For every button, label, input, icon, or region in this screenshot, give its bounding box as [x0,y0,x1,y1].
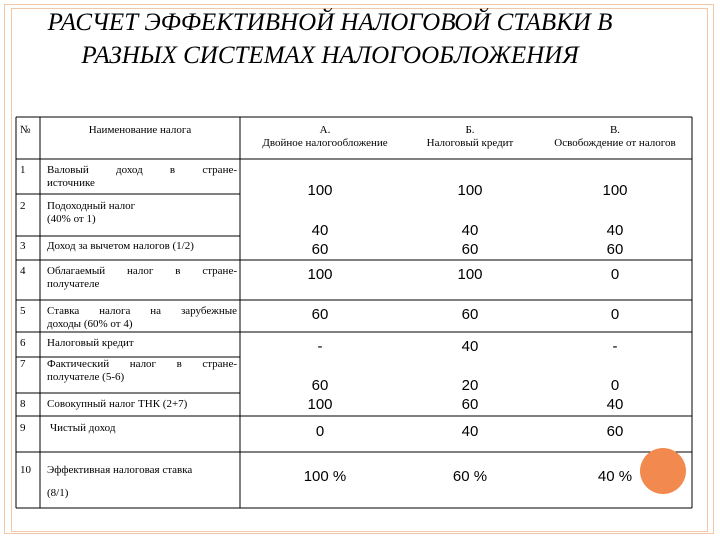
row-10-c: 40 % [597,468,633,485]
header-col-c [540,124,690,150]
row-7-num: 7 [20,358,26,370]
row-10-b: 60 % [452,468,488,485]
row-3-a: 60 [311,241,329,258]
row-8-b: 60 [461,396,479,413]
row-1-name-line1: Валовый доход в стране- [47,164,237,176]
row-5-b: 60 [461,306,479,323]
header-col-a-subtitle: Двойное налогообложение [262,137,388,149]
row-4-a: 100 [307,266,333,283]
header-col-c-title: В. [609,124,621,136]
row-10-num: 10 [20,464,31,476]
row-3-c: 60 [606,241,624,258]
row-1-name [47,164,237,190]
row-4-name-line2: получателе [47,278,100,290]
row-6-num: 6 [20,337,26,349]
row-5-num: 5 [20,305,26,317]
row-10-name-line1: Эффективная налоговая ставка [47,464,193,476]
row-5-c: 0 [610,306,620,323]
header-col-a-title: А. [319,124,331,136]
row-9-num: 9 [20,422,26,434]
row-2-b: 40 [461,222,479,239]
row-2-num: 2 [20,200,26,212]
header-col-b [405,124,535,150]
row-9-name: Чистый доход [50,422,116,434]
row-4-name [47,265,237,291]
decorative-orange-circle [640,448,686,494]
row-7-b: 20 [461,377,479,394]
row-6-a: - [317,338,323,355]
row-10-name-line2: (8/1) [47,487,69,499]
header-col-b-subtitle: Налоговый кредит [426,137,514,149]
row-2-name-line2: (40% от 1) [47,213,96,225]
row-2-name [47,200,237,226]
row-4-b: 100 [457,266,483,283]
row-9-c: 60 [606,423,624,440]
header-name: Наименование налога [88,124,192,136]
row-4-name-line1: Облагаемый налог в стране- [47,265,237,277]
row-9-a: 0 [315,423,325,440]
row-10-name [47,464,237,500]
row-1-c: 100 [602,182,628,199]
row-2-c: 40 [606,222,624,239]
row-2-a: 40 [311,222,329,239]
row-8-c: 40 [606,396,624,413]
row-7-name-line1: Фактический налог в стране- [47,358,237,370]
header-col-c-subtitle: Освобождение от налогов [554,137,676,149]
row-1-a: 100 [307,182,333,199]
row-3-b: 60 [461,241,479,258]
row-4-num: 4 [20,265,26,277]
row-7-name-line2: получателе (5-6) [47,371,125,383]
row-6-b: 40 [461,338,479,355]
row-10-a: 100 % [303,468,347,485]
row-1-num: 1 [20,164,26,176]
row-8-a: 100 [307,396,333,413]
row-7-c: 0 [610,377,620,394]
row-8-num: 8 [20,398,26,410]
row-5-name-line1: Ставка налога на зарубежные [47,305,237,317]
row-5-name-line2: доходы (60% от 4) [47,318,133,330]
row-1-name-line2: источнике [47,177,95,189]
header-col-b-title: Б. [465,124,475,136]
row-3-num: 3 [20,240,26,252]
row-6-name: Налоговый кредит [47,337,134,349]
row-7-name [47,358,237,384]
row-5-a: 60 [311,306,329,323]
row-8-name: Совокупный налог ТНК (2+7) [47,398,188,410]
row-3-name: Доход за вычетом налогов (1/2) [47,240,194,252]
row-5-name [47,305,237,331]
header-num: № [20,124,31,136]
row-2-name-line1: Подоходный налог [47,200,136,212]
row-1-b: 100 [457,182,483,199]
row-6-c: - [612,338,618,355]
row-9-b: 40 [461,423,479,440]
slide-title: РАСЧЕТ ЭФФЕКТИВНОЙ НАЛОГОВОЙ СТАВКИ В РАЗНЫХ СИСТЕМАХ НАЛОГООБЛОЖЕНИЯ [47,9,613,69]
row-4-c: 0 [610,266,620,283]
header-col-a [250,124,400,150]
row-7-a: 60 [311,377,329,394]
